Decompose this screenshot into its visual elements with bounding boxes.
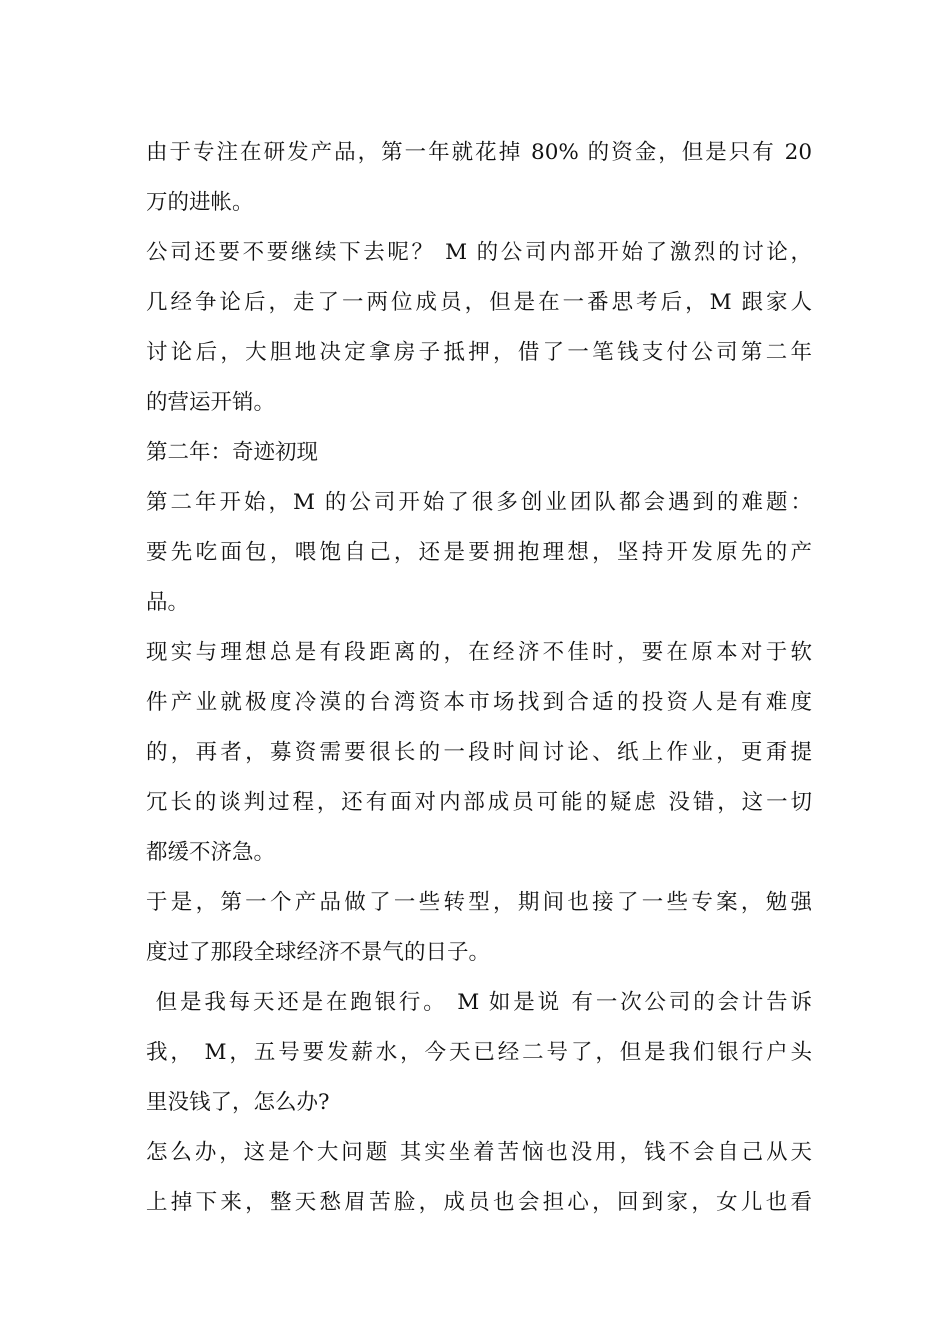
document-body	[146, 128, 812, 1228]
text-line: 要先吃面包，喂饱自己，还是要拥抱理想，坚持开发原先的产	[146, 540, 812, 565]
text-line: 万的进帐。	[146, 190, 254, 215]
section-heading: 第二年：奇迹初现	[146, 440, 319, 465]
text-line: 冗长的谈判过程，还有面对内部成员可能的疑虑 没错，这一切	[146, 790, 812, 815]
text-line: 几经争论后，走了一两位成员，但是在一番思考后，M 跟家人	[146, 290, 812, 315]
text-line: 但是我每天还是在跑银行。 M 如是说 有一次公司的会计告诉	[146, 990, 812, 1015]
text-line: 怎么办，这是个大问题 其实坐着苦恼也没用，钱不会自己从天	[146, 1140, 812, 1165]
text-line: 里没钱了，怎么办?	[146, 1090, 330, 1115]
text-line: 上掉下来，整天愁眉苦脸，成员也会担心，回到家，女儿也看	[146, 1190, 812, 1215]
text-line: 公司还要不要继续下去呢？ M 的公司内部开始了激烈的讨论，	[146, 240, 812, 265]
text-line: 品。	[146, 590, 190, 615]
text-line: 现实与理想总是有段距离的，在经济不佳时，要在原本对于软	[146, 640, 812, 665]
text-line: 于是，第一个产品做了一些转型，期间也接了一些专案，勉强	[146, 890, 812, 915]
text-line: 的营运开销。	[146, 390, 276, 415]
text-line: 度过了那段全球经济不景气的日子。	[146, 940, 491, 965]
text-line: 我， M，五号要发薪水，今天已经二号了，但是我们银行户头	[146, 1040, 812, 1065]
text-line: 的，再者，募资需要很长的一段时间讨论、纸上作业，更甭提	[146, 740, 812, 765]
text-line: 第二年开始，M 的公司开始了很多创业团队都会遇到的难题：	[146, 490, 812, 515]
text-line: 件产业就极度冷漠的台湾资本市场找到合适的投资人是有难度	[146, 690, 812, 715]
text-line: 都缓不济急。	[146, 840, 276, 865]
text-line: 由于专注在研发产品，第一年就花掉 80% 的资金，但是只有 20	[146, 140, 812, 165]
text-line: 讨论后，大胆地决定拿房子抵押，借了一笔钱支付公司第二年	[146, 340, 812, 365]
